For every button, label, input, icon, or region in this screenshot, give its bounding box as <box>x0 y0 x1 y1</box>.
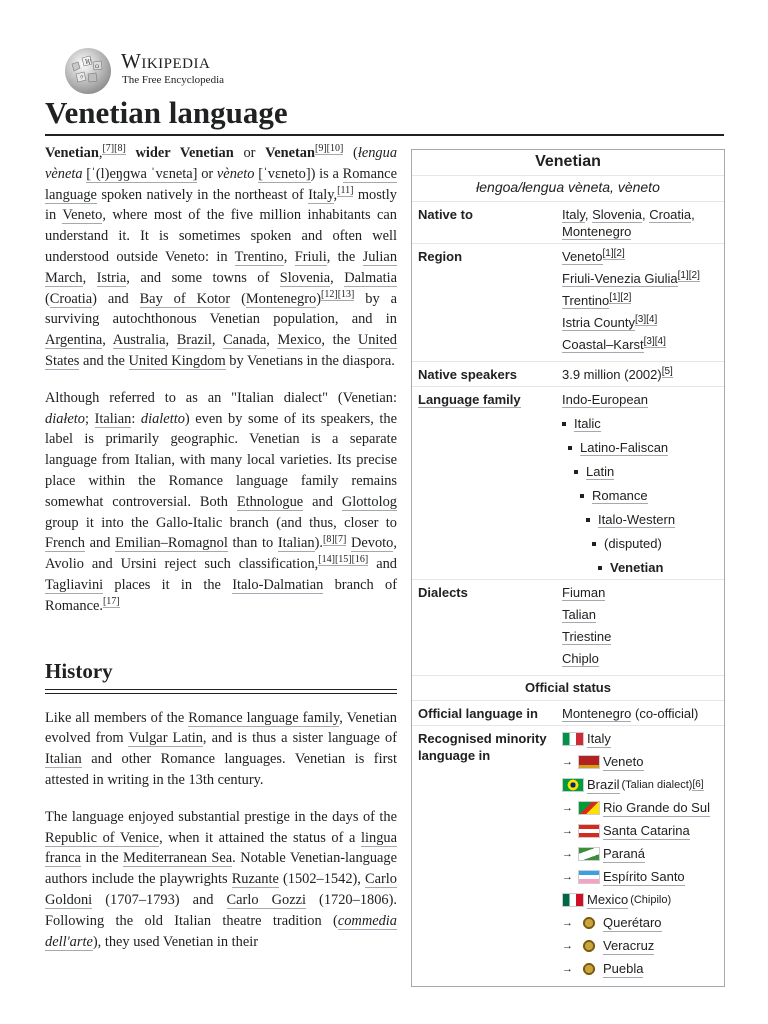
region-list <box>562 248 718 358</box>
inline-link[interactable]: Argentina <box>45 332 103 349</box>
inline-link[interactable]: Julian March <box>45 248 398 286</box>
text-run: , <box>165 332 177 349</box>
arrow-icon: → <box>562 824 573 837</box>
minority-region-link[interactable]: Puebla <box>603 961 644 976</box>
citation <box>103 596 120 608</box>
minority-region-link[interactable]: Santa Catarina <box>603 823 690 838</box>
text-run: łengua vèneta <box>45 145 398 182</box>
native-to-slovenia-link[interactable]: Slovenia <box>592 207 642 222</box>
seal-flag-icon <box>582 939 596 953</box>
arrow-icon: → <box>562 962 573 975</box>
dialect-link[interactable]: Fiuman <box>562 585 606 600</box>
inline-link[interactable]: commedia dell'arte <box>45 912 397 950</box>
text-run: ) even by some of its speakers, the label is primarily geographic. Venetian is a separate language from Italian, with many local varieties. Its precise place within the Romance language family remains somewhat controversial. Both <box>45 410 397 510</box>
inline-link[interactable]: Devoto <box>351 535 394 552</box>
text-run: group it into the Gallo-Italic branch (and thus, closer to <box>45 514 397 531</box>
minority-language-label: Recognised minority language in <box>418 731 547 763</box>
family-tree-node <box>592 535 718 552</box>
history-paragraph-1 <box>45 708 397 791</box>
separator: , <box>642 207 650 222</box>
text-run: , <box>211 332 224 349</box>
text-run: (1720–1806). Following the old Italian theatre tradition ( <box>45 891 397 929</box>
inline-link[interactable]: Mexico <box>277 332 322 349</box>
infobox-row-language-family <box>412 386 724 579</box>
citation-link[interactable]: [7][8] <box>102 143 126 155</box>
inline-link[interactable]: Italian <box>45 751 82 768</box>
inline-link[interactable]: Canada <box>223 332 267 349</box>
text-run: Like all members of the <box>45 709 189 726</box>
language-family-value <box>562 391 718 576</box>
citation <box>315 143 343 155</box>
dialect-link[interactable]: Chiplo <box>562 651 599 666</box>
family-tree-label: (disputed) <box>604 536 662 551</box>
native-speakers-value <box>562 366 718 383</box>
citation-link[interactable]: [9][10] <box>315 143 344 155</box>
citation-link[interactable]: [11] <box>337 184 354 196</box>
official-language-label: Official language in <box>418 706 538 721</box>
text-run: Venetian <box>45 145 99 161</box>
dialect-item <box>562 650 718 667</box>
minority-item <box>562 799 718 817</box>
text-run: in the <box>80 850 124 867</box>
minority-region-link[interactable]: Paraná <box>603 846 645 861</box>
text-run: by a surviving autochthonous Venetian population, and in <box>45 290 397 328</box>
arrow-icon: → <box>562 755 573 768</box>
inline-link[interactable]: United States <box>45 332 397 369</box>
text-run: or <box>233 145 266 161</box>
text-run: and <box>303 493 342 510</box>
language-family-label <box>418 391 562 576</box>
inline-link[interactable]: Italian <box>277 535 315 552</box>
svg-text:Ω: Ω <box>95 64 100 70</box>
text-run: and other Romance languages. Venetian is first attested in writing in the 13th century. <box>45 751 397 788</box>
family-tree-node <box>562 415 718 432</box>
minority-list <box>562 730 718 983</box>
separator: , <box>584 207 593 222</box>
inline-link[interactable]: Slovenia <box>279 269 331 286</box>
text-run: , <box>82 269 97 286</box>
minority-item <box>562 776 718 794</box>
section-heading-history: History <box>45 658 113 683</box>
native-to-value <box>562 206 718 240</box>
inline-link[interactable]: [ˈ(l)eŋɡwa ˈvɛneta] <box>86 165 198 182</box>
inline-link[interactable]: Mediterranean Sea <box>123 850 233 867</box>
text-run: ) is a <box>310 165 343 182</box>
inline-link[interactable]: Emilian–Romagnol <box>115 535 228 552</box>
text-run: and <box>368 556 397 573</box>
family-tree-node <box>586 511 718 528</box>
citation[interactable]: [1][2] <box>609 291 632 303</box>
region-item <box>562 248 718 265</box>
arrow-icon: → <box>562 916 573 929</box>
minority-item <box>562 753 718 771</box>
citation[interactable]: [1][2] <box>602 247 625 259</box>
inline-link[interactable]: Romance language <box>45 165 397 203</box>
minority-item <box>562 868 718 886</box>
inline-link[interactable]: Trentino <box>234 248 284 265</box>
language-infobox <box>411 149 725 987</box>
infobox-row-dialects <box>412 579 724 675</box>
region-item <box>562 270 718 287</box>
rs-flag-icon <box>578 801 600 815</box>
inline-link[interactable]: Istria <box>96 269 127 286</box>
text-run: : <box>131 410 141 427</box>
text-run: The language enjoyed substantial prestige in the days of the <box>45 808 397 825</box>
history-paragraph-2 <box>45 807 397 953</box>
brazil-flag-icon <box>562 778 584 792</box>
section-divider <box>45 689 397 694</box>
citation-link[interactable]: [17] <box>102 595 120 607</box>
wikipedia-wordmark[interactable]: Wikipedia <box>121 49 211 73</box>
svg-text:W: W <box>85 59 92 66</box>
family-tree-label[interactable]: Italo-Western <box>598 512 676 527</box>
lead-paragraph-1 <box>45 143 397 372</box>
citation-link[interactable]: [14][15][16] <box>318 554 369 566</box>
pr-flag-icon <box>578 847 600 861</box>
official-note: (co-official) <box>631 706 699 721</box>
native-to-croatia-link[interactable]: Croatia <box>649 207 692 222</box>
infobox-native-name: łengoa/łengua vèneta, vèneto <box>412 175 724 201</box>
text-run: ( <box>343 145 358 161</box>
text-run: by Venetians in the diaspora. <box>225 352 395 369</box>
inline-link[interactable]: Carlo Gozzi <box>226 891 306 908</box>
text-run: , <box>283 248 295 265</box>
minority-note: (Talian dialect) <box>621 778 693 791</box>
family-tree-node <box>568 439 718 456</box>
native-to-italy-link[interactable]: Italy <box>562 207 585 222</box>
inline-link[interactable]: Tagliavini <box>45 576 104 593</box>
page-title: Venetian language <box>45 95 288 130</box>
svg-text:ウ: ウ <box>79 75 85 81</box>
region-item <box>562 292 718 309</box>
official-status-heading: Official status <box>412 675 724 700</box>
text-run: ( <box>45 290 50 307</box>
text-run: , and some towns of <box>126 269 280 286</box>
minority-item <box>562 960 718 978</box>
inline-link[interactable]: Dalmatia <box>344 269 398 286</box>
inline-link[interactable]: Vulgar Latin <box>128 730 203 747</box>
text-run: ; <box>84 410 95 427</box>
inline-link[interactable]: Carlo Goldoni <box>45 871 398 908</box>
region-link[interactable]: Veneto <box>562 249 603 264</box>
text-run: , <box>330 269 345 286</box>
minority-note: (Chipilo) <box>630 893 672 906</box>
citation <box>102 143 125 155</box>
italy-flag-icon <box>562 732 584 746</box>
separator: , <box>691 207 695 222</box>
dialect-link[interactable]: Talian <box>562 607 596 622</box>
inline-link[interactable]: Italo-Dalmatian <box>232 576 324 593</box>
inline-link[interactable]: Montenegro <box>245 290 317 307</box>
minority-item <box>562 822 718 840</box>
speakers-count: 3.9 million (2002) <box>562 367 662 382</box>
infobox-row-minority-language <box>412 725 724 986</box>
inline-link[interactable]: Republic of Venice <box>45 829 160 846</box>
minority-region-link[interactable]: Rio Grande do Sul <box>603 800 710 815</box>
inline-link[interactable]: French <box>45 535 85 552</box>
family-tree-label[interactable]: Romance <box>592 488 648 503</box>
dialect-item <box>562 584 718 601</box>
text-run: Although referred to as an "Italian dialect" (Venetian: <box>45 389 397 406</box>
text-run: , <box>98 145 103 161</box>
family-tree-node <box>580 487 718 504</box>
wikipedia-globe-logo[interactable] <box>62 44 114 96</box>
veneto-flag-icon <box>578 755 600 769</box>
sc-flag-icon <box>578 824 600 838</box>
text-run: , the <box>321 332 358 349</box>
text-run: or <box>197 165 217 182</box>
native-to-montenegro-link[interactable]: Montenegro <box>562 224 632 239</box>
arrow-icon: → <box>562 870 573 883</box>
citation <box>321 289 354 301</box>
citation-link[interactable]: [8][7] <box>323 533 347 545</box>
minority-region-link[interactable]: Brazil <box>587 777 620 792</box>
minority-item <box>562 937 718 955</box>
arrow-icon: → <box>562 847 573 860</box>
minority-item <box>562 845 718 863</box>
text-run: vèneto <box>216 165 255 182</box>
minority-item <box>562 891 718 909</box>
text-run: , and is thus a sister language of <box>202 730 397 747</box>
text-run: ( <box>230 290 246 307</box>
family-tree-node <box>574 463 718 480</box>
text-run: , when it attained the status of a <box>159 829 362 846</box>
citation[interactable]: [5] <box>661 365 673 377</box>
text-run: , <box>266 332 278 349</box>
family-tree <box>562 415 718 576</box>
text-run: (1502–1542), <box>278 871 366 888</box>
infobox-row-native-to <box>412 201 724 243</box>
infobox-row-official-language <box>412 700 724 725</box>
family-root-link[interactable]: Indo-European <box>562 392 649 407</box>
region-label: Region <box>418 249 463 264</box>
citation[interactable]: [3][4] <box>643 335 666 347</box>
dialect-item <box>562 628 718 645</box>
text-run: , <box>333 186 338 203</box>
inline-link[interactable]: Friuli <box>294 248 327 265</box>
text-run: wider Venetian <box>125 145 234 161</box>
dialect-list <box>562 584 718 672</box>
inline-link[interactable]: Bay of Kotor <box>139 290 231 307</box>
family-tree-label: Venetian <box>610 560 664 575</box>
text-run: , <box>102 332 113 349</box>
native-to-label: Native to <box>418 207 473 222</box>
family-tree-label[interactable]: Latino-Faliscan <box>580 440 669 455</box>
inline-link[interactable]: Glottolog <box>341 493 397 510</box>
dialect-item <box>562 606 718 623</box>
text-run: dialetto <box>140 410 185 427</box>
minority-item <box>562 730 718 748</box>
article-body <box>45 143 397 968</box>
family-tree-label[interactable]: Latin <box>586 464 615 479</box>
inline-link[interactable]: Veneto <box>62 207 103 224</box>
es-flag-icon <box>578 870 600 884</box>
native-speakers-label: Native speakers <box>418 367 518 382</box>
citation[interactable]: [1][2] <box>677 269 700 281</box>
official-montenegro-link[interactable]: Montenegro <box>562 706 632 721</box>
seal-flag-icon <box>582 916 596 930</box>
infobox-row-native-speakers <box>412 361 724 386</box>
dialects-label: Dialects <box>418 585 468 600</box>
inline-link[interactable]: Romance language family <box>188 709 340 726</box>
title-divider <box>45 134 724 136</box>
region-link[interactable]: Istria County <box>562 315 635 330</box>
text-run: (1707–1793) and <box>92 891 227 908</box>
inline-link[interactable]: Australia <box>112 332 166 349</box>
family-tree-node <box>598 559 718 576</box>
arrow-icon: → <box>562 801 573 814</box>
text-run: ), they used Venetian in their <box>92 933 259 950</box>
minority-item <box>562 914 718 932</box>
family-tree-label[interactable]: Italic <box>574 416 601 431</box>
text-run: ) and <box>92 290 140 307</box>
text-run: spoken natively in the northeast of <box>96 186 309 203</box>
minority-region-link[interactable]: Mexico <box>587 892 629 907</box>
inline-link[interactable]: Ruzante <box>231 871 279 888</box>
text-run: branch of Romance. <box>45 576 398 614</box>
citation-link[interactable]: [12][13] <box>321 288 355 300</box>
text-run: . Notable Venetian-language authors include the playwrights <box>45 850 397 888</box>
text-run: ) <box>316 290 322 307</box>
text-run: , Avolio and Ursini reject such classification, <box>45 535 397 573</box>
inline-link[interactable]: Croatia <box>49 290 93 307</box>
inline-link[interactable]: Italian <box>94 410 132 427</box>
minority-region-link[interactable]: Espírito Santo <box>603 869 685 884</box>
wikipedia-tagline: The Free Encyclopedia <box>122 74 225 86</box>
region-link[interactable]: Coastal–Karst <box>562 337 644 352</box>
inline-link[interactable]: Brazil <box>176 332 212 349</box>
minority-region-link[interactable]: Veneto <box>603 754 644 769</box>
text-run: ). <box>314 535 323 552</box>
citation <box>337 185 353 197</box>
text-run: diałeto <box>45 410 85 427</box>
region-item <box>562 314 718 331</box>
inline-link[interactable]: Italy <box>308 186 334 203</box>
citation[interactable]: [3][4] <box>634 313 658 325</box>
region-link[interactable]: Friuli-Venezia Giulia <box>562 271 678 286</box>
inline-link[interactable]: [ˈvɛneto] <box>258 165 311 182</box>
region-item <box>562 336 718 353</box>
text-run: and <box>84 535 116 552</box>
text-run: places it in the <box>103 576 233 593</box>
text-run: , the <box>326 248 363 265</box>
language-family-link[interactable]: Language family <box>418 392 521 407</box>
citation <box>318 554 368 566</box>
inline-link[interactable]: Ethnologue <box>236 493 304 510</box>
lead-paragraph-2 <box>45 388 397 617</box>
text-run: , where most of the five million inhabitants can understand it. It is sometimes spoken and often well understood outside Veneto: in <box>45 207 397 265</box>
infobox-row-region <box>412 243 724 361</box>
inline-link[interactable]: lingua franca <box>45 829 397 867</box>
arrow-icon: → <box>562 939 573 952</box>
citation <box>323 534 346 546</box>
region-link[interactable]: Trentino <box>562 293 610 308</box>
mexico-flag-icon <box>562 893 584 907</box>
dialect-link[interactable]: Triestine <box>562 629 612 644</box>
citation[interactable]: [6] <box>692 779 704 790</box>
minority-region-link[interactable]: Italy <box>587 731 611 746</box>
inline-link[interactable]: United Kingdom <box>128 352 226 369</box>
seal-flag-icon <box>582 962 596 976</box>
minority-region-link[interactable]: Veracruz <box>603 938 655 953</box>
text-run: Venetan <box>265 145 315 161</box>
text-run: mostly in <box>45 186 397 224</box>
text-run: , Venetian evolved from <box>45 709 398 747</box>
text-run: than to <box>227 535 278 552</box>
text-run: and the <box>79 352 129 369</box>
official-language-value <box>562 705 718 722</box>
minority-region-link[interactable]: Querétaro <box>603 915 662 930</box>
infobox-title: Venetian <box>535 153 601 170</box>
